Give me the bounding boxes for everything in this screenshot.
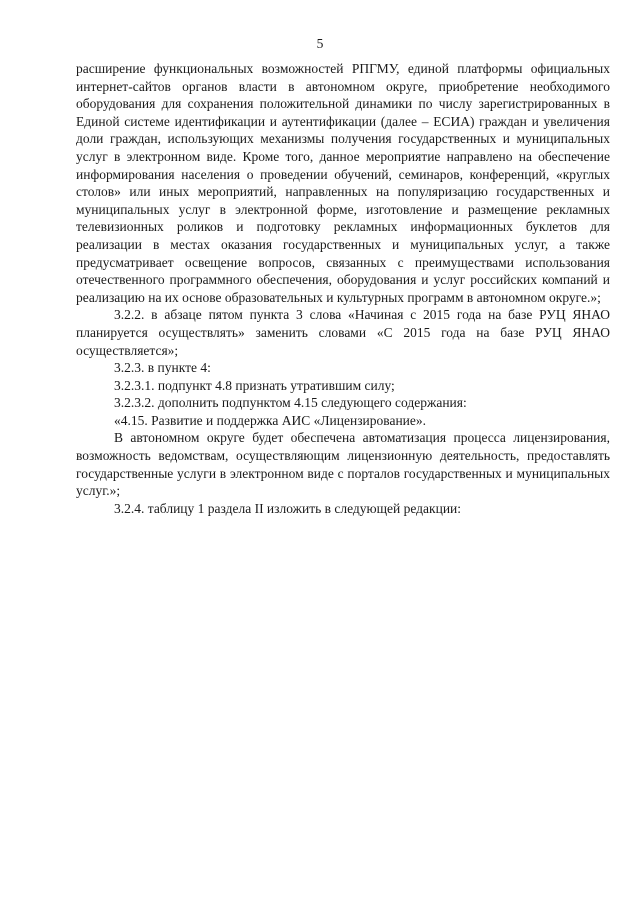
document-body <box>76 60 610 517</box>
paragraph-item-4-15-heading: «4.15. Развитие и поддержка АИС «Лицензирование». <box>114 412 427 428</box>
paragraph-item-3-2-3-1: 3.2.3.1. подпункт 4.8 признать утратившим силу; <box>114 377 395 393</box>
paragraph-item-4-15-body: В автономном округе будет обеспечена автоматизация процесса лицензирования, возможность ведомствам, осуществляющим лицензионную деятельность, предоставлять государственные услуги в электронном виде с порталов государственных и муниципальных услуг.»; <box>76 430 610 499</box>
paragraph-continuation: расширение функциональных возможностей РПГМУ, единой платформы официальных интернет-сайтов органов власти в автономном округе, приобретение необходимого оборудования для сохранения положительной динамики по числу зарегистрированных в Единой системе идентификации и аутентификации (далее – ЕСИА) граждан и увеличения доли граждан, использующих механизмы получения государственных и муниципальных услуг в электронном виде. Кроме того, данное мероприятие направлено на обеспечение информирования населения о проведении обучений, семинаров, конференций, «круглых столов» или иных мероприятий, направленных на популяризацию государственных и муниципальных услуг в электронной форме, изготовление и размещение рекламных телевизионных роликов и подготовку рекламных информационных буклетов для реализации в местах оказания государственных и муниципальных услуг, а также предусматривает освещение вопросов, связанных с преимуществами использования отечественного программного обеспечения, оборудования и услуг российских компаний и реализацию на их основе образовательных и культурных программ в автономном округе.»; <box>76 61 610 305</box>
paragraph-item-3-2-3: 3.2.3. в пункте 4: <box>114 360 211 376</box>
page-number: 5 <box>316 36 324 51</box>
paragraph-item-3-2-4: 3.2.4. таблицу 1 раздела II изложить в следующей редакции: <box>114 500 462 516</box>
paragraph-item-3-2-3-2: 3.2.3.2. дополнить подпунктом 4.15 следующего содержания: <box>114 395 467 411</box>
paragraph-item-3-2-2: 3.2.2. в абзаце пятом пункта 3 слова «Начиная с 2015 года на базе РУЦ ЯНАО планируется осуществлять» заменить словами «С 2015 года на базе РУЦ ЯНАО осуществляется»; <box>76 307 610 358</box>
